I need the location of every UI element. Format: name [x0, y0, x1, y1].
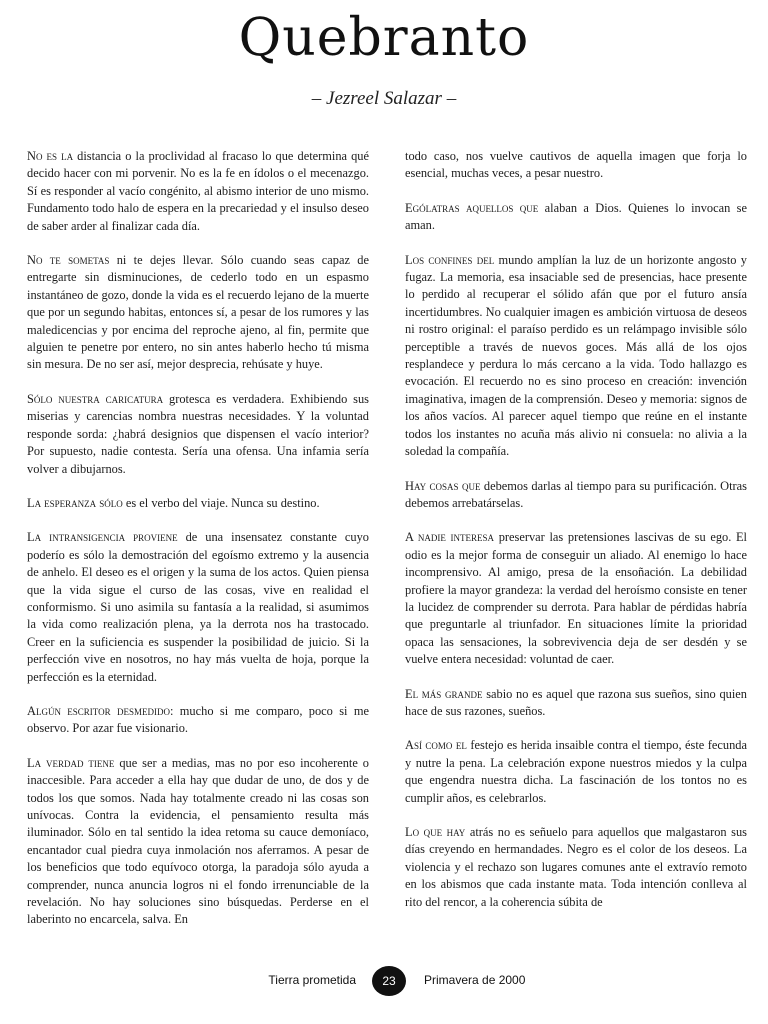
paragraph-body: debemos darlas al tiempo para su purificación. Otras debemos arrebatárselas. — [405, 478, 747, 510]
text-column-left — [27, 148, 369, 938]
paragraph-lead-in: Hay cosas que — [405, 478, 481, 493]
paragraph — [405, 824, 747, 911]
paragraph — [27, 495, 369, 512]
paragraph-lead-in: No es la — [27, 149, 74, 163]
paragraph-body: preservar las pretensiones lascivas de su ego. El odio es la mejor forma de conseguir un aliado. Al enemigo lo hace incomprensivo. Al amigo, presa de la ensoñación. La debilidad profiere la mayor grandeza: la verdad del heroísmo consiste en tener la lucidez de comprender su derrota. Para hablar de pérdidas habría que preguntarle al triunfador. En situaciones límite la prioridad opaca las sensaciones, la sobrevivencia deja de ser desdén y se vuelve entera necesidad: voluntad de caer. — [405, 530, 747, 667]
paragraph-lead-in: Los confines del — [405, 252, 495, 267]
paragraph-body: mundo amplían la luz de un horizonte angosto y fugaz. La memoria, esa insaciable sed de presencias, hace presente lo perdido al recuperar el sólido afán que por el futuro ansía incertidumbres. No cualquier imagen es ambición virtuosa de deseos ni rostro original: el paraíso perdido es un relámpago invisible sólo perceptible a través de nuevos goces. Más allá de los ojos resplandece y perdura lo más cercano a la vida. Todo hallazgo es evocación. El recuerdo no es sino proceso en creación: invención imaginativa, imagen de la comprensión. Deseo y memoria: signos de los años vacíos. Al parecer aquel tiempo que reúne en el instante todos los instantes no acuña más alivio ni consuela: no alivia a la soledad la compañía. — [405, 252, 747, 459]
page-footer — [0, 966, 768, 996]
paragraph-body: grotesca es verdadera. Exhibiendo sus miserias y carencias nombra nuestras necesidades. Y la voluntad responde sorda: ¿habrá designios que dispensen el vacío interior? Por supuesto, nadie contesta. Sería una ofensa. Una infamia sería volver a dibujarnos. — [27, 391, 369, 476]
text-column-right — [405, 148, 747, 938]
paragraph-lead-in: No te sometas — [27, 253, 110, 268]
paragraph-lead-in: El más grande — [405, 686, 483, 701]
paragraph-body: todo caso, nos vuelve cautivos de aquella imagen que forja lo esencial, muchas veces, a pesar nuestro. — [405, 149, 747, 181]
paragraph-lead-in: Algún escritor desmedido: — [27, 703, 174, 718]
footer-magazine-name: Tierra prometida — [268, 973, 356, 987]
paragraph-body: distancia o la proclividad al fracaso lo que determina qué decido hacer con mi porvenir. No es la fe en ídolos o el mecenazgo. Sí es responder al vacío congénito, al abismo interior de uno mismo. Fundamento todo halo de espera en la precariedad y el insulso deseo de saber arder al finalizar cada día. — [27, 149, 369, 233]
paragraph-body: atrás no es señuelo para aquellos que malgastaron sus días creyendo en hermandades. Negro es el color de los deseos. La violencia y el rechazo son lugares comunes ante el extravío remoto en los abismos que cada instante mata. Toda intención conlleva al rito del rencor, a la coherencia súbita de — [405, 825, 747, 909]
paragraph-lead-in: Sólo nuestra caricatura — [27, 391, 164, 406]
paragraph-body: alaban a Dios. Quienes lo invocan se aman. — [405, 200, 747, 233]
paragraph — [405, 529, 747, 668]
paragraph — [405, 252, 747, 461]
article-title: Quebranto — [238, 8, 530, 68]
paragraph — [405, 478, 747, 513]
paragraph-lead-in: La intransigencia proviene — [27, 530, 178, 545]
paragraph — [27, 529, 369, 686]
author-byline: – Jezreel Salazar – — [311, 88, 457, 109]
paragraph — [27, 148, 369, 235]
paragraph-body: mucho si me comparo, poco si me observo. Por azar fue visionario. — [27, 703, 369, 736]
footer-issue: Primavera de 2000 — [424, 973, 526, 987]
paragraph-lead-in: A nadie interesa — [405, 530, 495, 545]
paragraph — [405, 686, 747, 721]
paragraph-body: sabio no es aquel que razona sus sueños, sino quien hace de sus razones, sueños. — [405, 686, 747, 718]
paragraph-lead-in: Ególatras aquellos que — [405, 200, 539, 215]
paragraph — [405, 200, 747, 235]
page-number-badge: 23 — [372, 966, 406, 996]
paragraph — [405, 737, 747, 807]
paragraph-body: es el verbo del viaje. Nunca su destino. — [122, 495, 320, 510]
paragraph — [27, 252, 369, 374]
paragraph-body: que ser a medias, mas no por eso incoherente o inaccesible. Para acceder a ella hay que dudar de uno, de dos y de todos los que somos. Nada hay totalmente creado ni las cosas son unívocas. Contra la evidencia, el pensamiento resulta más iluminador. Sólo en tal sentido la idea retoma su cauce demoníaco, encantador cual piedra cuya inmolación nos aferramos. A pesar de los beneficios que todo equívoco otorga, la paradoja sólo ayuda a comprender, nunca anuncia logros ni el fondo irrenunciable de la revelación. No hay soluciones sino búsquedas. Perderse en el laberinto no encarcela, salva. En — [27, 755, 369, 927]
paragraph — [405, 148, 747, 183]
paragraph — [27, 391, 369, 478]
paragraph-body: de una insensatez constante cuyo poderío es sólo la demostración del egoísmo extremo y la ausencia de anhelo. El deseo es el origen y la suma de los actos. Quien piensa que la vida sigue el curso de las cosas, vive en realidad el conformismo. Si uno asimila su fantasía a la realidad, si asumimos la vida como realización plena, ya la derrota nos ha trastocado. Creer en la suficiencia es suspender la posibilidad de juicio. Si la perfección vive en nosotros, no hay más vuelta de hoja, porque la perfección es la eternidad. — [27, 530, 369, 684]
paragraph — [27, 703, 369, 738]
paragraph-lead-in: La verdad tiene — [27, 755, 115, 770]
paragraph-lead-in: Lo que hay — [405, 825, 466, 839]
paragraph-body: festejo es herida insaible contra el tiempo, éste fecunda y nutre la pena. La celebración expone nuestros miedos y la culpa que engendra nuestra dicha. La fascinación de los tontos no es cumplir años, es celebrarlos. — [405, 738, 747, 805]
paragraph-body: ni te dejes llevar. Sólo cuando seas capaz de entregarte sin disminuciones, de cederlo todo en un espasmo instantáneo de gozo, donde la vida es el recuerdo lejano de la muerte que por un segundo habitas, entonces sí, a pesar de los rumores y las maledicencias y por encima del reproche ajeno, al fin, permite que alguien te penetre por entero, no sin antes haberlo hecho tú misma sin mesura. De no ser así, mejor desprecia, rehúsate y huye. — [27, 253, 369, 372]
paragraph-lead-in: Así como el — [405, 738, 467, 753]
paragraph — [27, 755, 369, 929]
paragraph-lead-in: La esperanza sólo — [27, 495, 123, 510]
